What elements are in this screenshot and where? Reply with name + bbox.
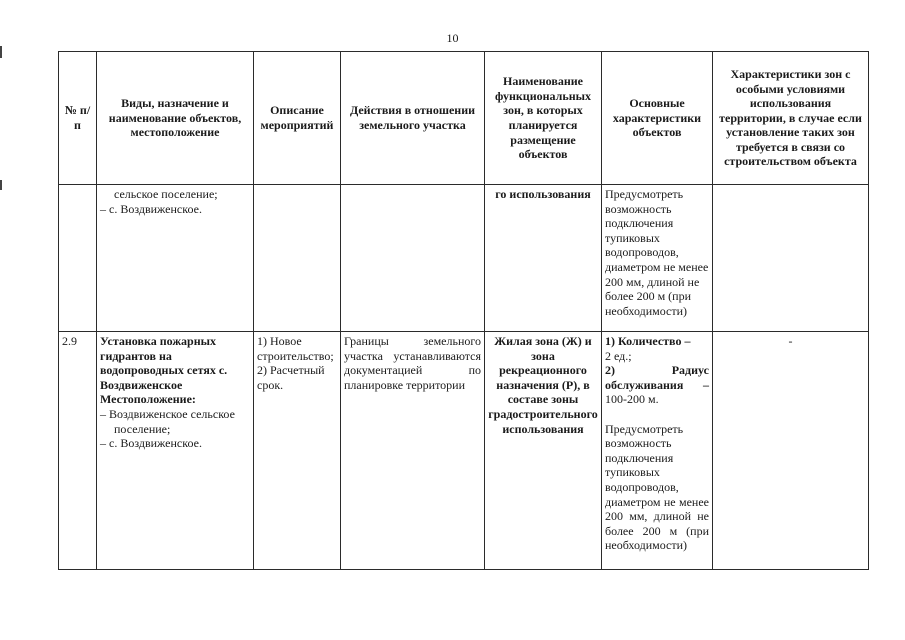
measure-cell [254, 332, 341, 570]
row-number-cell [59, 185, 97, 332]
objects-table [58, 51, 869, 570]
table-row [59, 332, 869, 570]
objects-cell [97, 332, 254, 570]
header-zones: Наименование функциональных зон, в которых планируется размещение объектов [485, 52, 602, 185]
location-line: – Воздвиженское сельское поселение; [100, 406, 235, 436]
header-measure: Описание мероприятий [254, 52, 341, 185]
header-actions: Действия в отношении земельного участка [341, 52, 485, 185]
characteristics-cell: Предусмотреть возможность подключения тупиковых водопроводов, диаметром не менее 200 мм, длиной не более 200 м (при необходимости) [602, 185, 713, 332]
table-header-row [59, 52, 869, 185]
row-number-cell: 2.9 [59, 332, 97, 570]
quantity-label: 1) Количество – [605, 334, 691, 348]
zones-cell: Жилая зона (Ж) и зона рекреационного назначения (Р), в составе зоны градостроительного использования [485, 332, 602, 570]
header-characteristics: Основные характеристики объектов [602, 52, 713, 185]
special-zones-cell [713, 185, 869, 332]
header-number: № п/п [59, 52, 97, 185]
header-special-zones: Характеристики зон с особыми условиями использования территории, в случае если установление таких зон требуется в связи со строительством объекта [713, 52, 869, 185]
actions-cell: Границы земельного участка устанавливаются документацией по планировке территории [341, 332, 485, 570]
measure-cell [254, 185, 341, 332]
location-line: – с. Воздвиженское. [100, 201, 202, 216]
measure-line: 1) Новое строительство; [257, 334, 334, 363]
connection-note: Предусмотреть возможность подключения тупиковых водопроводов, диаметром не менее 200 мм, длиной не более 200 м (при необходимости) [605, 421, 709, 553]
zones-cell: го использования [485, 185, 602, 332]
scan-edge-mark [0, 46, 2, 58]
radius-value: 100-200 м. [605, 392, 659, 407]
object-title: Установка пожарных гидрантов на водопроводных сетях с. Воздвиженское [100, 334, 228, 392]
page-number: 10 [446, 31, 459, 45]
objects-cell [97, 185, 254, 332]
header-objects: Виды, назначение и наименование объектов, местоположение [97, 52, 254, 185]
location-line: – с. Воздвиженское. [100, 436, 202, 451]
special-zones-cell: - [713, 332, 869, 570]
actions-cell [341, 185, 485, 332]
characteristics-cell [602, 332, 713, 570]
location-label: Местоположение: [100, 392, 196, 407]
table-row [59, 185, 869, 332]
scan-edge-mark [0, 180, 2, 190]
measure-line: 2) Расчетный срок. [257, 363, 325, 392]
spacer [605, 407, 709, 422]
radius-label: 2) Радиус обслуживания – [605, 363, 709, 392]
location-line: сельское поселение; [114, 187, 218, 201]
quantity-value: 2 ед.; [605, 348, 632, 363]
